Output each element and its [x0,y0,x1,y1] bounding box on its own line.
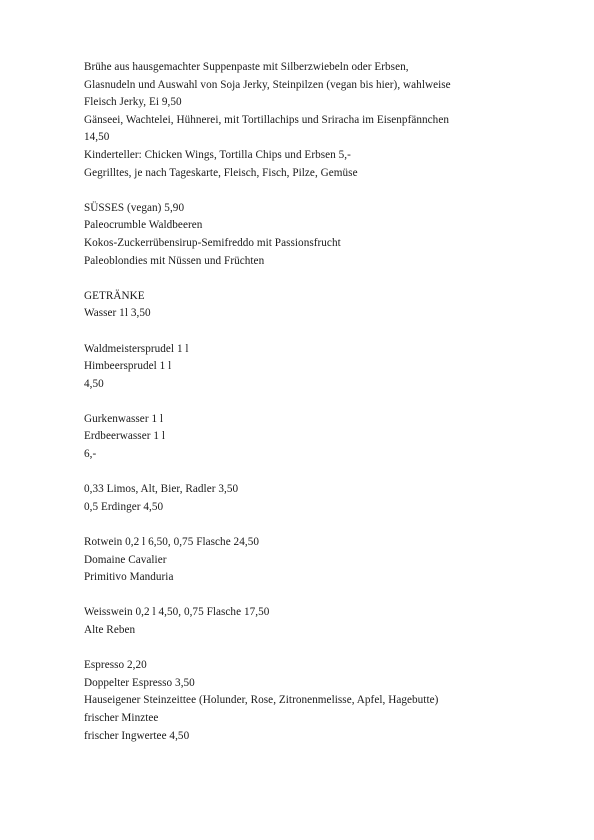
menu-line: Kinderteller: Chicken Wings, Tortilla Chips und Erbsen 5,- [84,148,351,161]
menu-line: Waldmeistersprudel 1 l [84,342,189,355]
menu-line: Rotwein 0,2 l 6,50, 0,75 Flasche 24,50 [84,536,259,549]
menu-line: Wasser 1l 3,50 [84,307,151,320]
section-desserts [84,200,574,270]
price-line: 4,50 [84,377,104,390]
menu-line: frischer Ingwertee 4,50 [84,729,190,742]
menu-line: 0,5 Erdinger 4,50 [84,500,164,513]
menu-line: Erdbeerwasser 1 l [84,430,165,443]
section-beer-limos [84,481,574,516]
menu-line: Gegrilltes, je nach Tageskarte, Fleisch, Fisch, Pilze, Gemüse [84,166,358,179]
menu-line: Brühe aus hausgemachter Suppenpaste mit Silberzwiebeln oder Erbsen, [84,61,409,73]
section-hot-drinks [84,657,574,745]
section-red-wine [84,534,574,587]
menu-line: Kokos-Zuckerrübensirup-Semifreddo mit Passionsfrucht [84,236,341,249]
menu-line: 0,33 Limos, Alt, Bier, Radler 3,50 [84,483,239,496]
menu-line: Paleoblondies mit Nüssen und Früchten [84,254,265,267]
menu-page [84,59,574,763]
section-heading: SÜSSES (vegan) 5,90 [84,201,185,214]
menu-line: Gurkenwasser 1 l [84,412,164,425]
section-flavored-water [84,411,574,464]
menu-line: Paleocrumble Waldbeeren [84,219,203,232]
menu-line: Alte Reben [84,624,136,636]
menu-line: 14,50 [84,131,110,144]
menu-line: Glasnudeln und Auswahl von Soja Jerky, Steinpilzen (vegan bis hier), wahlweise [84,78,451,91]
menu-line: Espresso 2,20 [84,659,147,672]
menu-line: Doppelter Espresso 3,50 [84,676,195,689]
section-heading: GETRÄNKE [84,289,145,302]
price-line: 6,- [84,448,97,461]
menu-line: Hauseigener Steinzeittee (Holunder, Rose, Zitronenmelisse, Apfel, Hagebutte) [84,694,439,707]
menu-line: frischer Minztee [84,711,159,724]
menu-line: Gänseei, Wachtelei, Hühnerei, mit Tortillachips und Sriracha im Eisenpfännchen [84,113,449,126]
section-drinks-header [84,288,574,323]
menu-line: Primitivo Manduria [84,571,174,584]
menu-line: Weisswein 0,2 l 4,50, 0,75 Flasche 17,50 [84,606,270,619]
section-main-dishes [84,59,574,182]
menu-line: Fleisch Jerky, Ei 9,50 [84,96,182,109]
section-white-wine [84,604,574,639]
menu-line: Himbeersprudel 1 l [84,360,172,373]
section-sparkling [84,341,574,394]
menu-line: Domaine Cavalier [84,553,167,566]
